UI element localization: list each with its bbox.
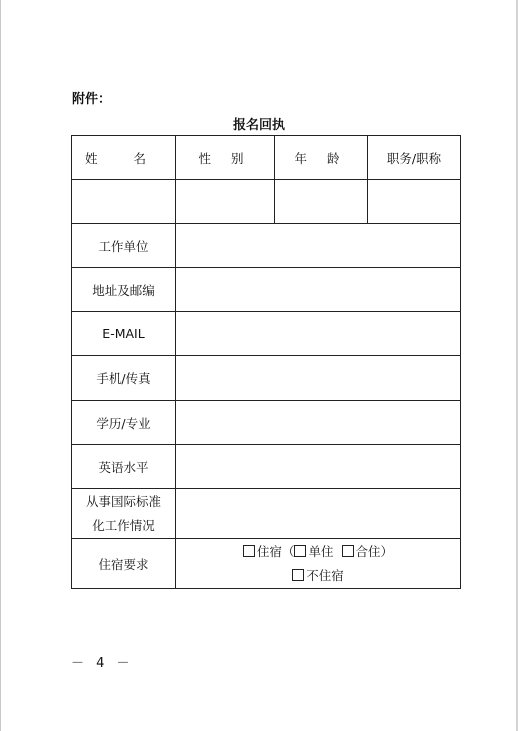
table-row	[72, 401, 461, 445]
email-field[interactable]	[176, 312, 461, 356]
single-room-checkbox[interactable]	[294, 545, 306, 557]
table-row	[72, 445, 461, 489]
standardization-field[interactable]	[176, 489, 461, 539]
row-label-work-unit: 工作单位	[72, 224, 176, 268]
table-row	[72, 224, 461, 268]
row-label-address: 地址及邮编	[72, 268, 176, 312]
header-name: 姓 名	[72, 136, 176, 180]
shared-room-checkbox[interactable]	[342, 545, 354, 557]
row-label-lodging: 住宿要求	[72, 539, 176, 589]
gender-field[interactable]	[176, 180, 275, 224]
header-age: 年 龄	[275, 136, 368, 180]
header-row	[72, 136, 461, 180]
position-field[interactable]	[368, 180, 461, 224]
single-room-label: 单住	[308, 543, 334, 559]
name-field[interactable]	[72, 180, 176, 224]
row-label-email: E-MAIL	[72, 312, 176, 356]
shared-room-label: 合住）	[355, 543, 394, 559]
header-position: 职务/职称	[368, 136, 461, 180]
page-left-edge	[0, 0, 1, 731]
row-label-english: 英语水平	[72, 445, 176, 489]
english-field[interactable]	[176, 445, 461, 489]
form-title: 报名回执	[232, 118, 285, 133]
address-field[interactable]	[176, 268, 461, 312]
table-row	[72, 268, 461, 312]
registration-form-table	[71, 135, 461, 589]
row-label-standardization	[72, 489, 176, 539]
stay-checkbox[interactable]	[243, 545, 255, 557]
table-row	[72, 489, 461, 539]
lodging-row	[72, 539, 461, 589]
lodging-line-1	[176, 540, 460, 564]
row-label-phone-fax: 手机/传真	[72, 356, 176, 401]
table-row	[72, 356, 461, 401]
lodging-line-2	[176, 564, 460, 588]
work-unit-field[interactable]	[176, 224, 461, 268]
age-field[interactable]	[275, 180, 368, 224]
attachment-label: 附件：	[72, 92, 112, 107]
personal-input-row	[72, 180, 461, 224]
phone-fax-field[interactable]	[176, 356, 461, 401]
lodging-options	[176, 539, 461, 589]
stay-label: 住宿（	[256, 543, 295, 559]
education-field[interactable]	[176, 401, 461, 445]
no-stay-label: 不住宿	[306, 567, 344, 583]
header-gender: 性 别	[176, 136, 275, 180]
no-stay-checkbox[interactable]	[292, 569, 304, 581]
row-label-line: 从事国际标准	[85, 493, 161, 509]
row-label-education: 学历/专业	[72, 401, 176, 445]
page-number: － 4 －	[71, 656, 134, 671]
row-label-line: 化工作情况	[92, 517, 155, 533]
table-row	[72, 312, 461, 356]
